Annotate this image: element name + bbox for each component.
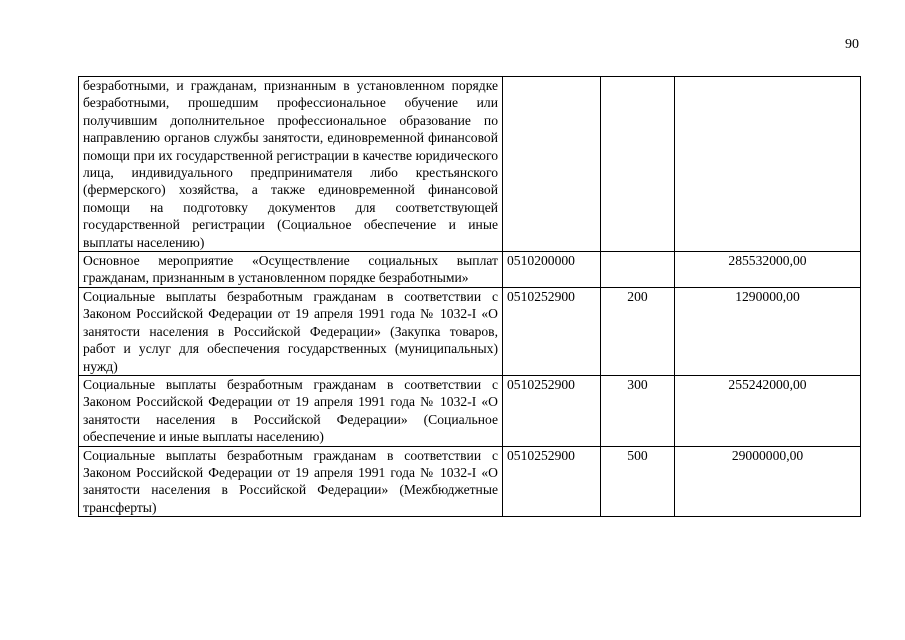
row-expense-type [601,252,675,288]
row-expense-type: 200 [601,287,675,375]
row-target-code: 0510200000 [503,252,601,288]
row-description: Основное мероприятие «Осуществление социальных выплат гражданам, признанным в установленном порядке безработными» [79,252,503,288]
row-target-code: 0510252900 [503,446,601,517]
row-target-code: 0510252900 [503,287,601,375]
row-expense-type [601,77,675,252]
table-row [79,446,861,517]
row-target-code: 0510252900 [503,375,601,446]
row-sum [675,77,861,252]
row-description: Социальные выплаты безработным гражданам в соответствии с Законом Российской Федерации от 19 апреля 1991 года № 1032-I «О занятости населения в Российской Федерации» (Межбюджетные трансферты) [79,446,503,517]
row-expense-type: 500 [601,446,675,517]
row-description: Социальные выплаты безработным гражданам в соответствии с Законом Российской Федерации от 19 апреля 1991 года № 1032-I «О занятости населения в Российской Федерации» (Социальное обеспечение и иные выплаты населению) [79,375,503,446]
row-expense-type: 300 [601,375,675,446]
table-row [79,252,861,288]
row-sum: 1290000,00 [675,287,861,375]
row-target-code [503,77,601,252]
row-description: Социальные выплаты безработным гражданам в соответствии с Законом Российской Федерации от 19 апреля 1991 года № 1032-I «О занятости населения в Российской Федерации» (Закупка товаров, работ и услуг для обеспечения государственных (муниципальных) нужд) [79,287,503,375]
table-row [79,77,861,252]
table-row [79,375,861,446]
budget-table [78,76,861,517]
row-sum: 285532000,00 [675,252,861,288]
row-description: безработными, и гражданам, признанным в установленном порядке безработными, прошедшим профессиональное обучение или получившим дополнительное профессиональное образование по направлению органов службы занятости, единовременной финансовой помощи при их государственной регистрации в качестве юридического лица, индивидуального предпринимателя либо крестьянского (фермерского) хозяйства, а также единовременной финансовой помощи на подготовку документов для соответствующей государственной регистрации (Социальное обеспечение и иные выплаты населению) [79,77,503,252]
row-sum: 29000000,00 [675,446,861,517]
table-row [79,287,861,375]
page-number: 90 [845,37,859,52]
row-sum: 255242000,00 [675,375,861,446]
